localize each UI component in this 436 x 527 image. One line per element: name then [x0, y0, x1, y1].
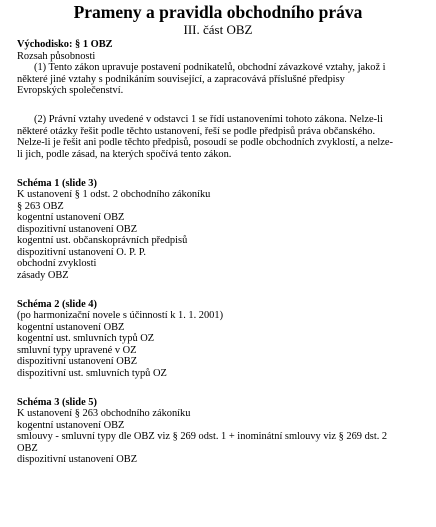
schema-line: dispozitivní ustanovení OBZ [17, 356, 138, 367]
schema-line: dispozitivní ustanovení O. P. P. [17, 246, 147, 258]
schema-line: K ustanovení § 1 odst. 2 obchodního zákoníku [17, 189, 211, 200]
schema-line: kogentní ust. smluvních typů OZ [17, 333, 155, 344]
document-body [17, 39, 429, 466]
para2-line: (2) Právní vztahy uvedené v odstavci 1 se řídí ustanoveními tohoto zákona. Nelze-li [34, 114, 383, 125]
schema-line: smluvní typy upravené v OZ [17, 344, 137, 356]
schema-line: kogentní ustanovení OBZ [17, 212, 125, 223]
schema-line: OBZ [17, 442, 38, 454]
schema-line: (po harmonizační novele s účinností k 1. 1. 2001) [17, 310, 224, 321]
schema-2 [17, 299, 429, 380]
schema-line: dispozitivní ust. smluvních typů OZ [17, 367, 167, 379]
schema-line: K ustanovení § 263 obchodního zákoníku [17, 408, 191, 419]
schema-3 [17, 397, 429, 466]
schema-heading: Schéma 1 (slide 3) [17, 177, 97, 189]
schema-heading: Schéma 3 (slide 5) [17, 396, 97, 408]
para2-line: li jich, podle zásad, na kterých spočívá tento zákon. [17, 148, 232, 160]
schema-line: obchodní zvyklosti [17, 258, 97, 269]
para1-line: Evropských společenství. [17, 85, 124, 96]
scope-label: Rozsah působnosti [17, 50, 96, 62]
para1-line: (1) Tento zákon upravuje postavení podnikatelů, obchodní závazkové vztahy, jakož i [34, 62, 386, 73]
schema-line: kogentní ust. občanskoprávních předpisů [17, 235, 188, 246]
para1-line: některé jiné vztahy s podnikáním související, a zapracovává příslušné předpisy [17, 73, 345, 85]
para2-line: některé otázky řešit podle těchto ustanovení, řeší se podle předpisů práva občanského. [17, 125, 376, 137]
schema-line: dispozitivní ustanovení OBZ [17, 223, 138, 235]
schema-1 [17, 178, 429, 282]
intro-heading: Východisko: § 1 OBZ [17, 39, 113, 50]
schema-line: kogentní ustanovení OBZ [17, 321, 125, 333]
schema-line: smlouvy - smluvní typy dle OBZ viz § 269 odst. 1 + inominátní smlouvy viz § 269 dst. 2 [17, 431, 388, 442]
schema-line: dispozitivní ustanovení OBZ [17, 454, 138, 465]
page-subtitle: III. část OBZ [183, 22, 253, 37]
schema-heading: Schéma 2 (slide 4) [17, 298, 97, 310]
schema-line: zásady OBZ [17, 269, 69, 281]
schema-line: kogentní ustanovení OBZ [17, 419, 125, 431]
para2-line: Nelze-li je řešit ani podle těchto předpisů, posoudí se podle obchodních zvyklostí, a nelze- [17, 137, 393, 148]
schema-line: § 263 OBZ [17, 200, 64, 212]
page-title: Prameny a pravidla obchodního práva [73, 2, 363, 22]
